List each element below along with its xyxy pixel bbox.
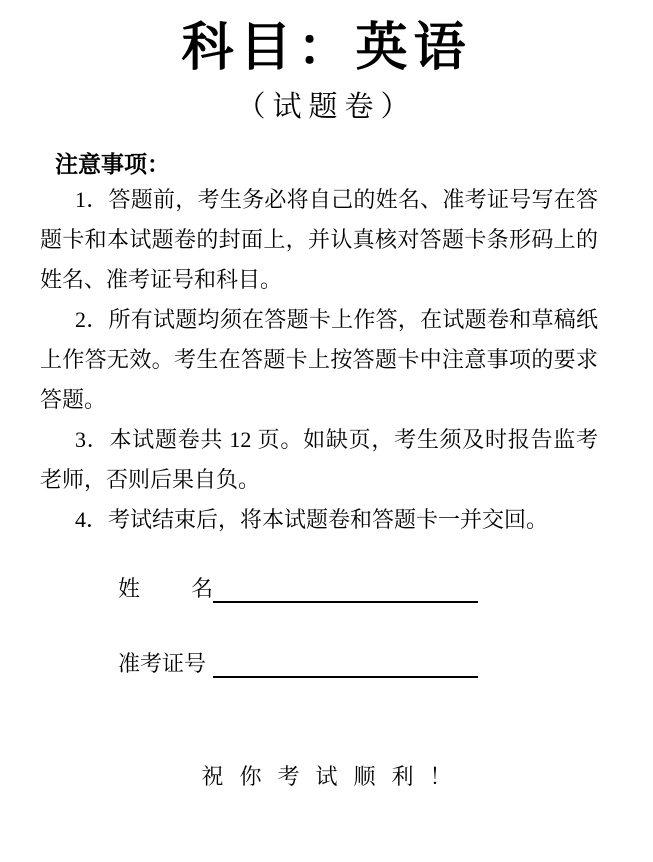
exam-id-fill-in-line <box>213 648 478 678</box>
exam-subject-title: 科目：英语 <box>181 19 472 77</box>
instruction-item-1: 1．答题前，考生务必将自己的姓名、准考证号写在答题卡和本试题卷的封面上，并认真核对答题卡条形码上的姓名、准考证号和科目。 <box>40 187 598 292</box>
good-luck-message: 祝你考试顺利！ <box>201 764 468 789</box>
name-field-label <box>118 575 213 603</box>
instruction-item-3: 3．本试题卷共 12 页。如缺页，考生须及时报告监考老师，否则后果自负。 <box>40 427 598 492</box>
paper-type-subtitle: （试题卷） <box>236 91 417 123</box>
name-label-char-2: 名 <box>190 576 213 601</box>
name-label-char-1: 姓 <box>118 576 141 601</box>
notice-heading: 注意事项： <box>55 151 170 177</box>
instruction-item-4: 4．考试结束后，将本试题卷和答题卡一并交回。 <box>75 507 549 532</box>
exam-id-field-row <box>118 645 478 678</box>
exam-id-field-label: 准考证号 <box>118 651 207 676</box>
name-fill-in-line <box>213 573 478 603</box>
name-field-row <box>118 570 478 603</box>
instruction-item-2: 2．所有试题均须在答题卡上作答，在试题卷和草稿纸上作答无效。考生在答题卡上按答题卡中注意事项的要求答题。 <box>40 307 598 412</box>
instructions-list <box>40 180 598 540</box>
